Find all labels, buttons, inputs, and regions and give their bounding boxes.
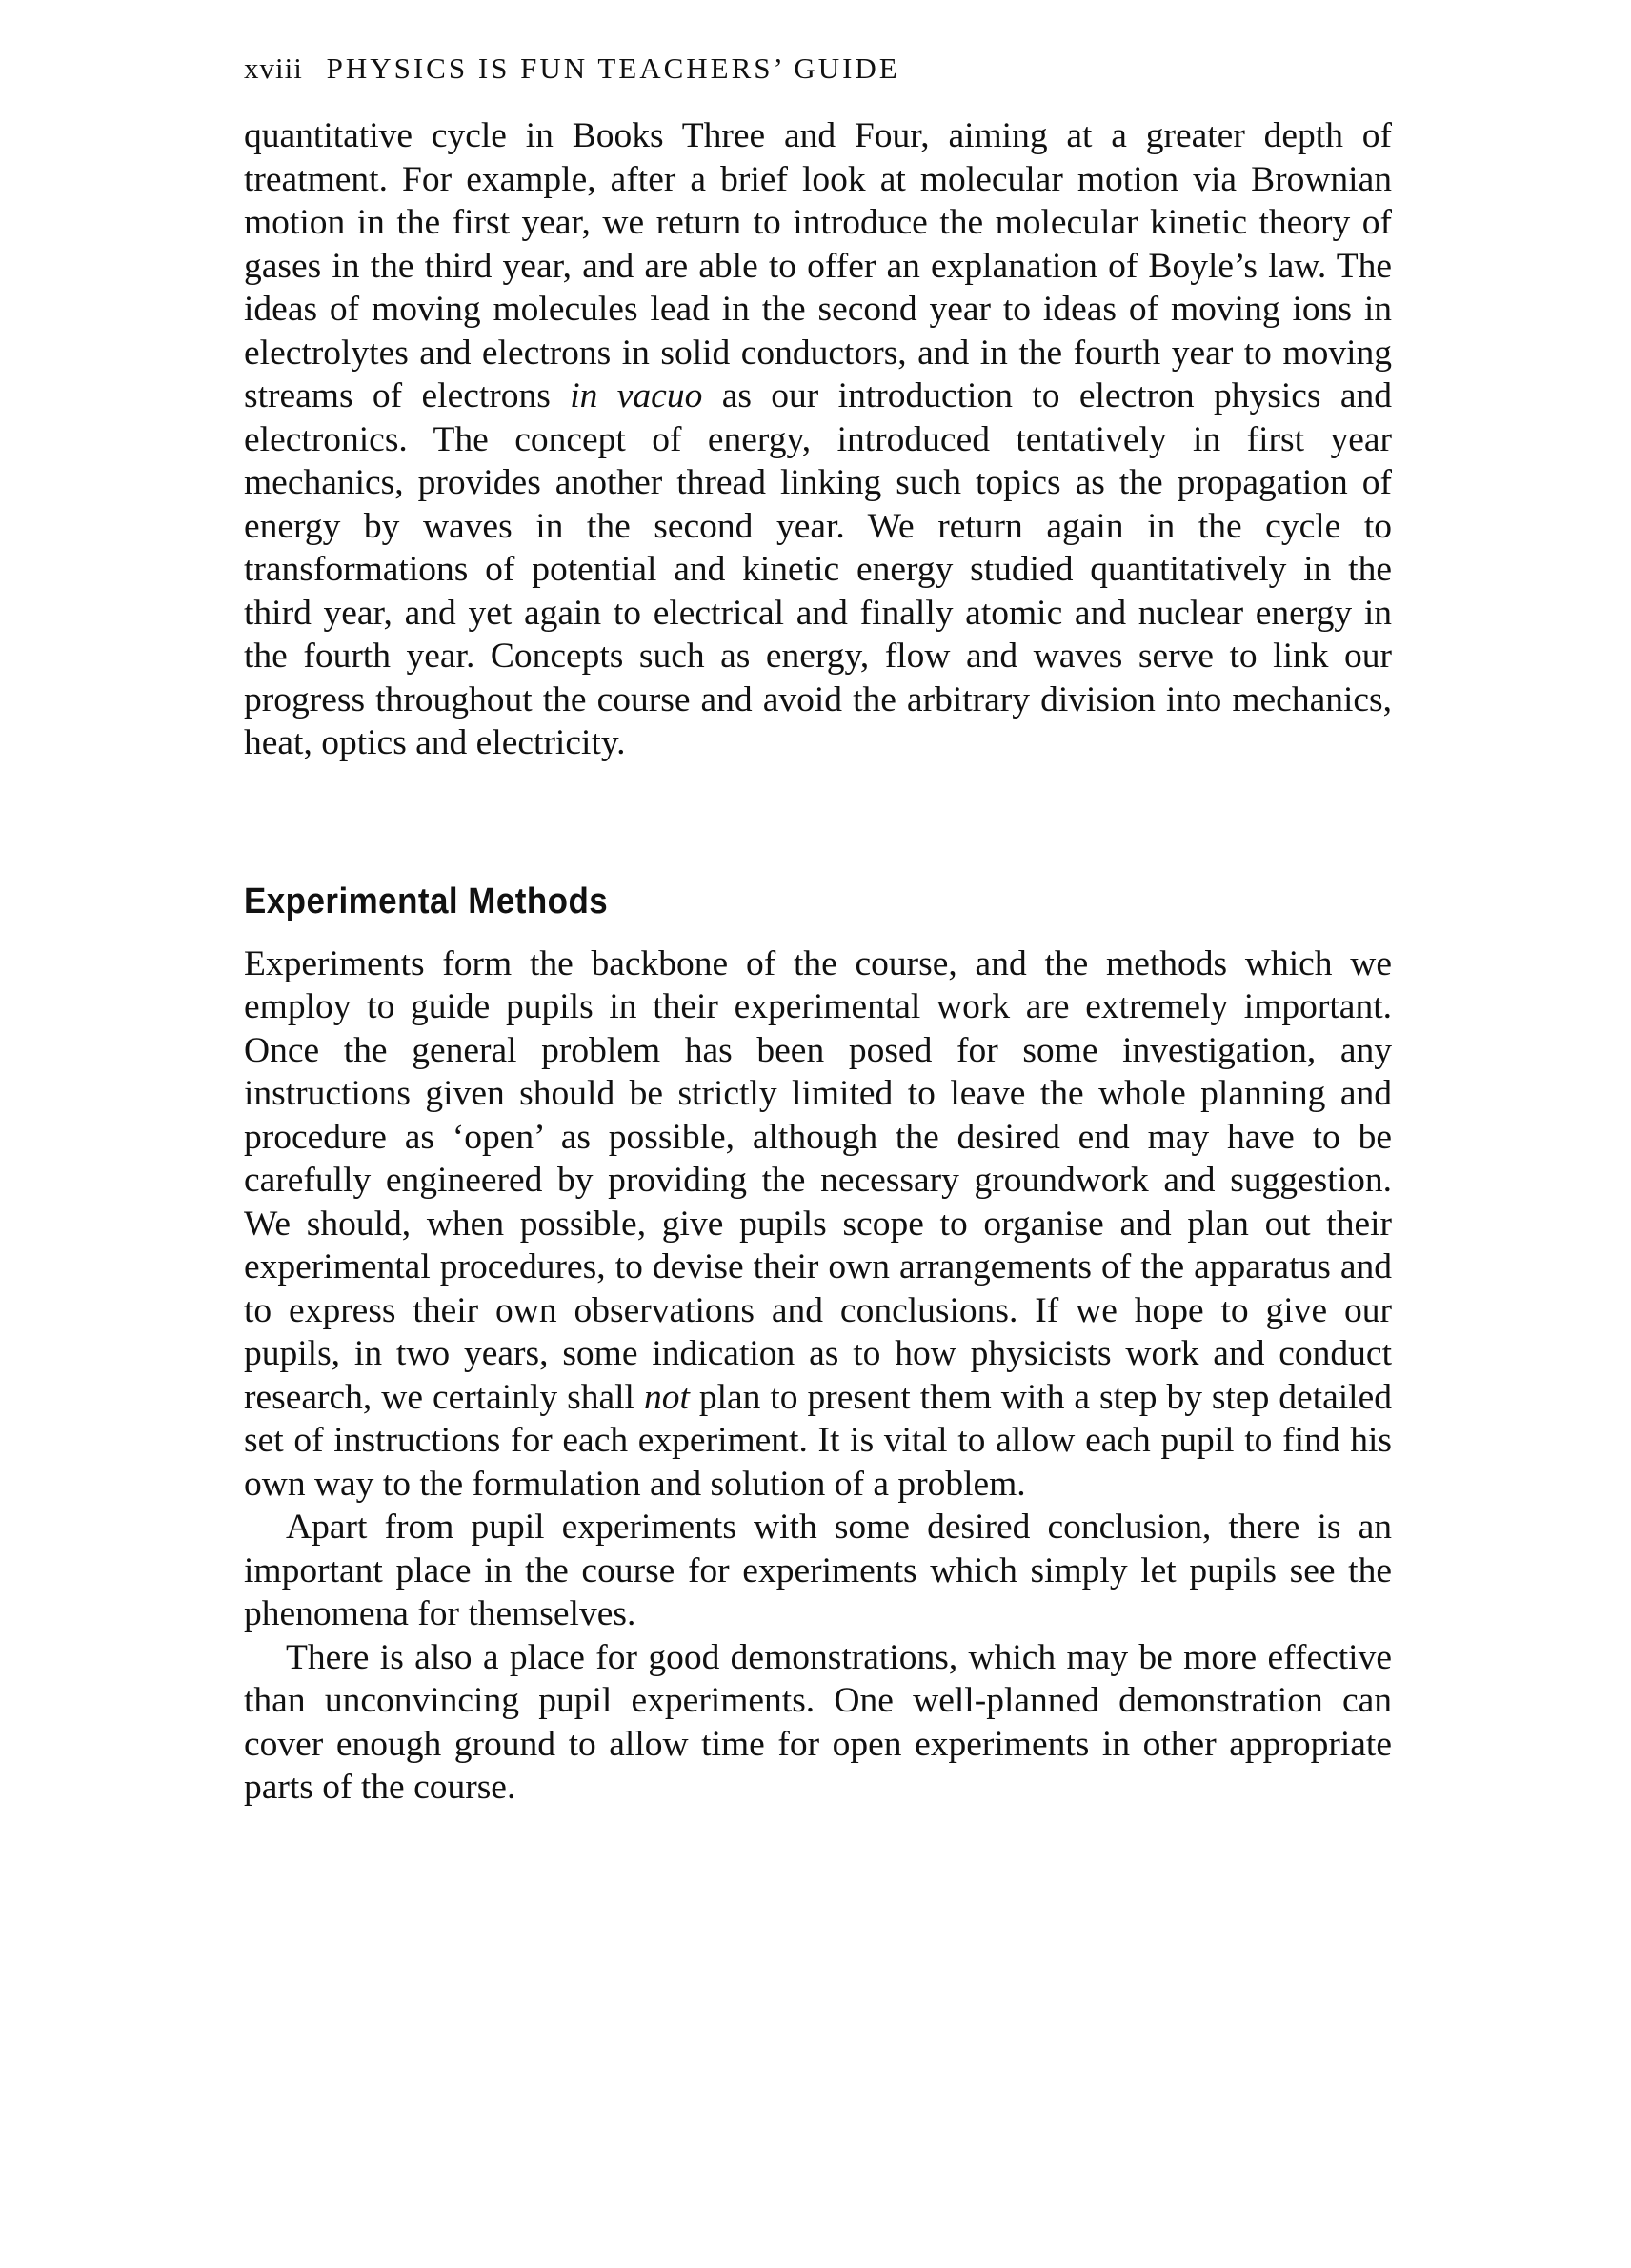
- intro-text-part-1: quantitative cycle in Books Three and Four, aiming at a greater depth of treatment. For example, after a brief look at molecular motion via Brownian motion in the first year, we return to introduce the molecular kinetic theory of gases in the third year, and are able to offer an explanation of Boyle’s law. The ideas of moving molecules lead in the second year to ideas of moving ions in electrolytes and electrons in solid conductors, and in the fourth year to moving streams of electrons: [244, 116, 1392, 415]
- section-paragraph-2: Apart from pupil experiments with some desired conclusion, there is an important place in the course for experiments which simply let pupils see the phenomena for themselves.: [244, 1508, 1392, 1633]
- section-paragraph-1-part-2: plan to present them with a step by step detailed set of instructions for each experiment. It is vital to allow each pupil to find his own way to the formulation and solution of a problem.: [244, 1377, 1392, 1504]
- intro-paragraph: [244, 114, 1392, 765]
- section-paragraph-1: [244, 942, 1392, 1507]
- section-paragraph-3: There is also a place for good demonstrations, which may be more effective than unconvincing pupil experiments. One well-planned demonstration can cover enough ground to allow time for open experiments in other appropriate parts of the course.: [244, 1637, 1392, 1807]
- book-page: [244, 50, 1392, 1810]
- running-title: PHYSICS IS FUN TEACHERS’ GUIDE: [326, 51, 900, 85]
- section-paragraph-1-emphasis: not: [643, 1377, 690, 1417]
- section-heading: Experimental Methods: [244, 881, 609, 921]
- running-head: [244, 50, 1392, 88]
- page-number: xviii: [244, 51, 303, 85]
- section-paragraph-1-part-1: Experiments form the backbone of the course, and the methods which we employ to guide pupils in their experimental work are extremely important. Once the general problem has been posed for some investigation, any instructions given should be strictly limited to leave the whole planning and procedure as ‘open’ as possible, although the desired end may have to be carefully engineered by providing the necessary groundwork and suggestion. We should, when possible, give pupils scope to organise and plan out their experimental procedures, to devise their own arrangements of the apparatus and to express their own observations and conclusions. If we hope to give our pupils, in two years, some indication as to how physicists work and conduct research, we certainly shall: [244, 943, 1392, 1417]
- intro-text-part-2: as our introduction to electron physics and electronics. The concept of energy, introduced tentatively in first year mechanics, provides another thread linking such topics as the propagation of energy by waves in the second year. We return again in the cycle to transformations of potential and kinetic energy studied quantitatively in the third year, and yet again to electrical and finally atomic and nuclear energy in the fourth year. Concepts such as energy, flow and waves serve to link our progress throughout the course and avoid the arbitrary division into mechanics, heat, optics and electricity.: [244, 376, 1392, 762]
- intro-emphasis: in vacuo: [570, 376, 703, 415]
